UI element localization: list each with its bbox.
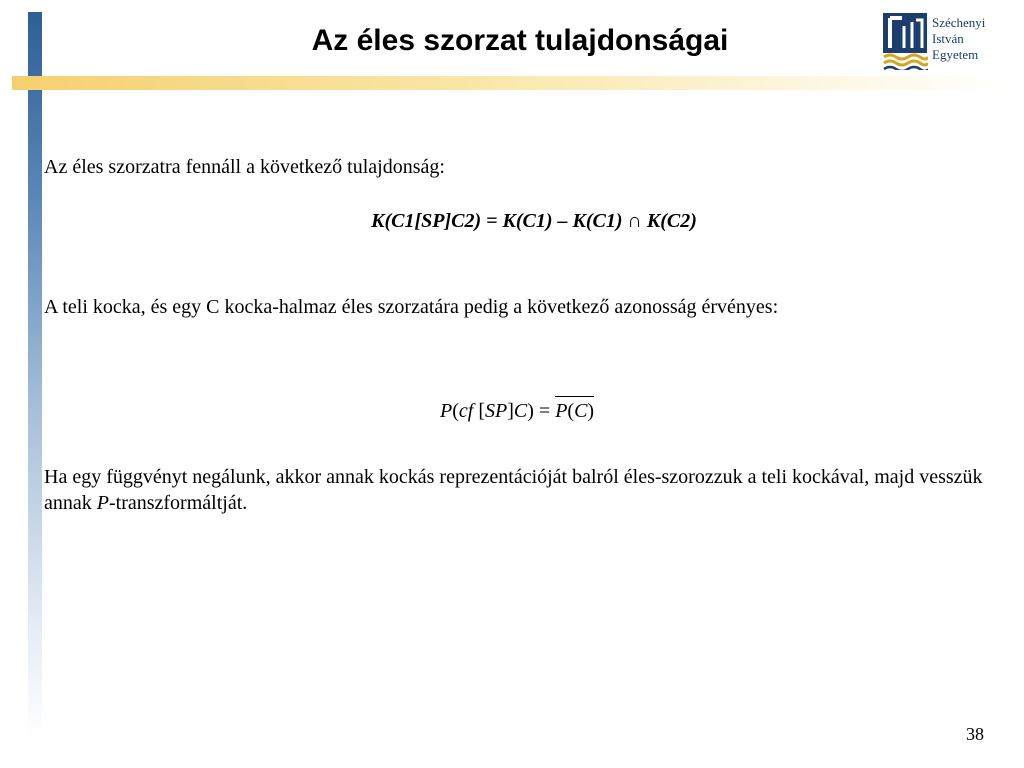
formula-c-symbol: C bbox=[513, 400, 528, 422]
logo-line-2: István bbox=[932, 31, 964, 46]
formula-close-bracket: ] bbox=[507, 400, 514, 422]
top-accent-bar bbox=[12, 76, 1012, 90]
product-property-formula: K(C1[SP]C2) = K(C1) – K(C1) ∩ K(C2) bbox=[371, 210, 697, 232]
formula-close-paren: ) bbox=[527, 400, 534, 422]
formula-p-symbol: P bbox=[440, 400, 453, 422]
formula-equals: = bbox=[533, 400, 556, 422]
page-number: 38 bbox=[966, 724, 984, 744]
formula-negated-term bbox=[555, 400, 594, 423]
left-accent-bar bbox=[28, 12, 42, 740]
formula-rhs-p-symbol: P bbox=[555, 400, 568, 422]
formula-sp-symbol: SP bbox=[485, 400, 508, 422]
negation-text-italic-p: P bbox=[96, 492, 109, 514]
university-logo bbox=[882, 12, 1012, 72]
logo-line-1: Széchenyi bbox=[932, 15, 986, 30]
formula-open-paren: ( bbox=[452, 400, 459, 422]
logo-text bbox=[932, 15, 985, 63]
formula-rhs-open-paren: ( bbox=[567, 400, 575, 422]
formula-cf-symbol: cf bbox=[458, 400, 474, 422]
formula-rhs-c-symbol: C bbox=[574, 400, 588, 422]
intro-paragraph: Az éles szorzatra fennáll a következő tulajdonság: bbox=[44, 156, 445, 178]
negation-text-end: -transzformáltját. bbox=[108, 492, 248, 514]
formula-open-bracket: [ bbox=[473, 400, 485, 422]
identity-formula bbox=[440, 400, 594, 423]
negation-text-start: Ha egy függvényt negálunk, akkor annak kockás reprezentációját balról éles-szorozzuk a teli kockával, majd vesszük annak bbox=[44, 466, 983, 514]
slide-title: Az éles szorzat tulajdonságai bbox=[311, 24, 729, 57]
logo-line-3: Egyetem bbox=[932, 47, 979, 62]
university-logo-icon bbox=[882, 12, 928, 70]
formula-rhs-close-paren: ) bbox=[587, 400, 595, 422]
identity-paragraph: A teli kocka, és egy C kocka-halmaz éles szorzatára pedig a következő azonosság érvényes: bbox=[44, 296, 779, 318]
negation-paragraph bbox=[44, 464, 1004, 516]
